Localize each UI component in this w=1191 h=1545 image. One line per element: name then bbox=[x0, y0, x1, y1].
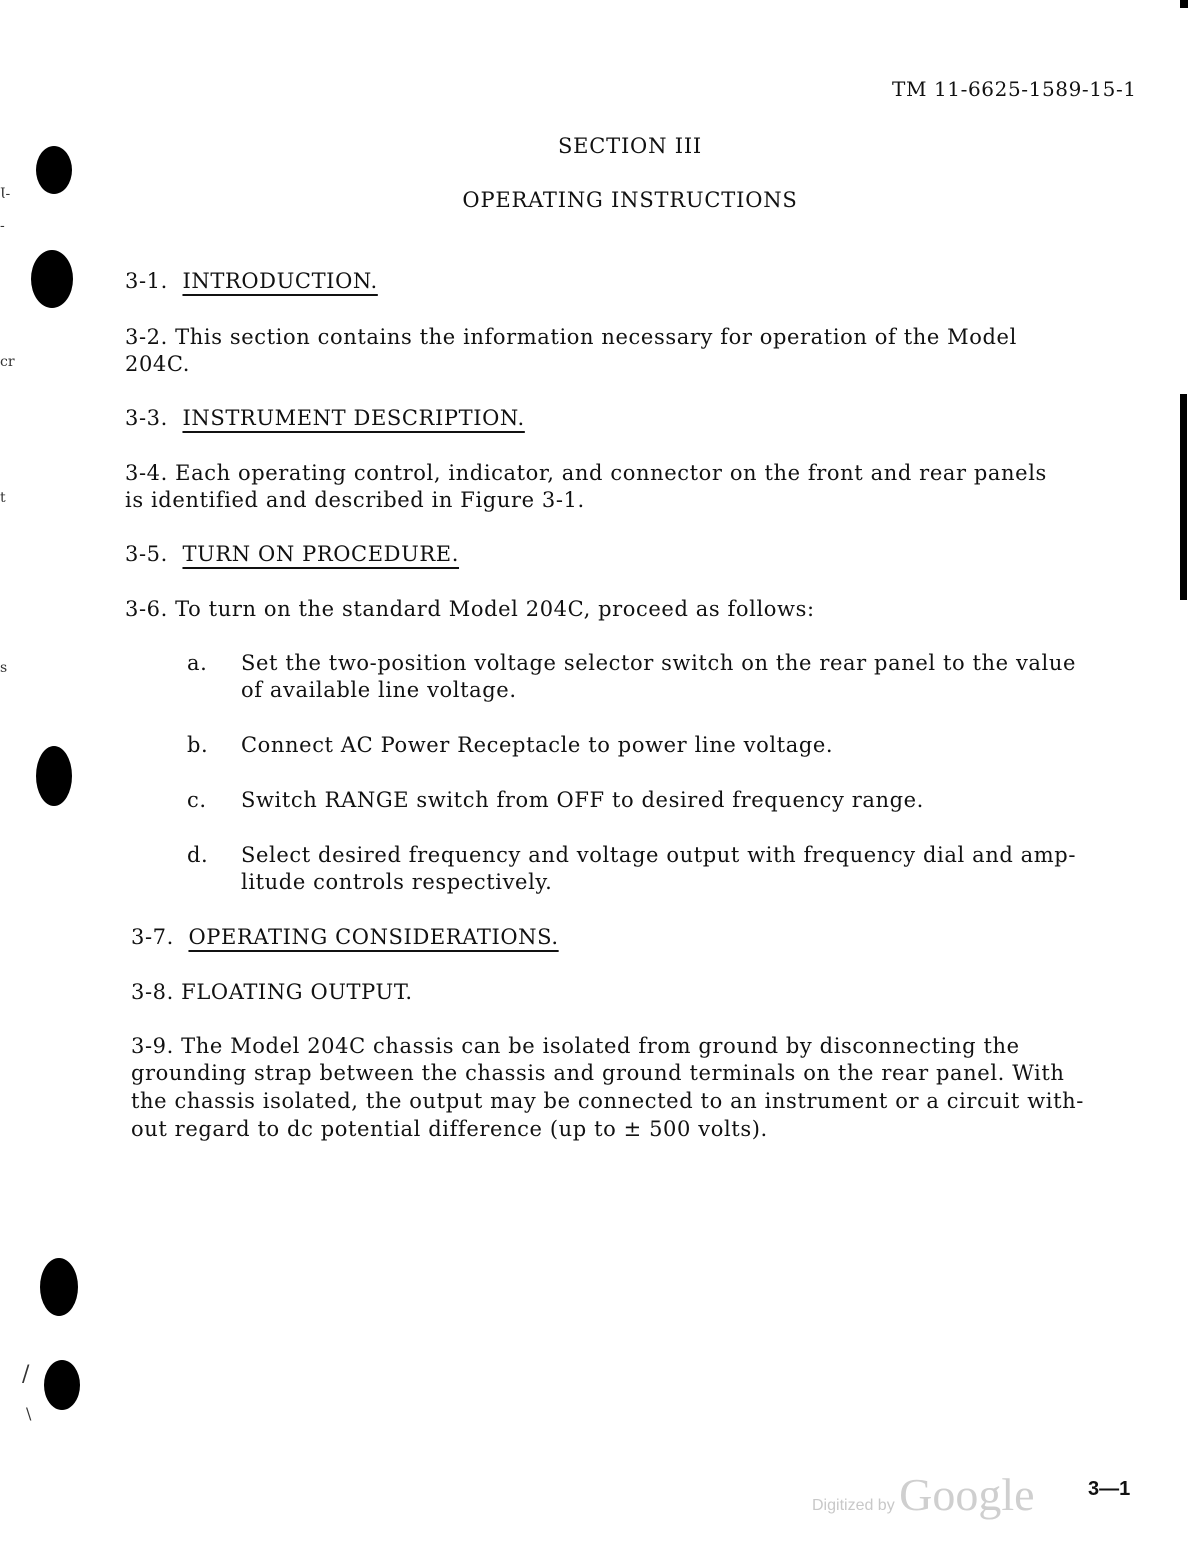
paragraph-3-2-line-1: 3-2. This section contains the information necessary for operation of the Model bbox=[125, 325, 1017, 349]
punch-hole bbox=[40, 1258, 78, 1316]
margin-fragment: \ bbox=[26, 1404, 32, 1423]
margin-fragment: - bbox=[0, 218, 5, 234]
margin-fragment: / bbox=[22, 1362, 30, 1387]
paragraph-3-6: 3-6. To turn on the standard Model 204C, proceed as follows: bbox=[125, 597, 815, 621]
margin-fragment: t bbox=[0, 490, 6, 506]
step-d-line-2: litude controls respectively. bbox=[241, 870, 553, 894]
paragraph-number: 3-7. bbox=[131, 925, 174, 949]
margin-fragment: cr bbox=[0, 354, 15, 370]
step-a-letter: a. bbox=[187, 651, 208, 675]
paragraph-3-7 bbox=[131, 924, 559, 951]
digitized-by-text: Digitized by bbox=[812, 1497, 895, 1514]
step-c-line-1: Switch RANGE switch from OFF to desired frequency range. bbox=[241, 788, 924, 812]
paragraph-3-9-line-2: grounding strap between the chassis and ground terminals on the rear panel. With bbox=[131, 1061, 1065, 1085]
section-title: OPERATING INSTRUCTIONS bbox=[462, 188, 798, 212]
margin-fragment: Ɩ- bbox=[0, 186, 11, 202]
punch-hole bbox=[31, 250, 73, 308]
punch-hole bbox=[44, 1360, 80, 1410]
paragraph-3-8: 3-8. FLOATING OUTPUT. bbox=[131, 980, 413, 1004]
step-a-line-1: Set the two-position voltage selector switch on the rear panel to the value bbox=[241, 651, 1077, 675]
paragraph-number: 3-3. bbox=[125, 406, 168, 430]
paragraph-3-9-line-1: 3-9. The Model 204C chassis can be isolated from ground by disconnecting the bbox=[131, 1034, 1020, 1058]
google-logo-text: Google bbox=[899, 1469, 1035, 1520]
scan-mark bbox=[1180, 0, 1188, 8]
document-number: TM 11-6625-1589-15-1 bbox=[892, 77, 1137, 101]
paragraph-3-4-line-2: is identified and described in Figure 3-1. bbox=[125, 488, 585, 512]
heading-instrument-description: INSTRUMENT DESCRIPTION. bbox=[182, 406, 525, 430]
step-b-line-1: Connect AC Power Receptacle to power line voltage. bbox=[241, 733, 834, 757]
paragraph-3-2-line-2: 204C. bbox=[125, 352, 191, 376]
paragraph-3-5 bbox=[125, 541, 459, 568]
step-c-letter: c. bbox=[187, 788, 207, 812]
step-d-line-1: Select desired frequency and voltage output with frequency dial and amp- bbox=[241, 843, 1077, 867]
paragraph-3-9-line-4: out regard to dc potential difference (up to ± 500 volts). bbox=[131, 1117, 768, 1141]
heading-introduction: INTRODUCTION. bbox=[182, 269, 378, 293]
step-b-letter: b. bbox=[187, 733, 209, 757]
punch-hole bbox=[36, 746, 72, 806]
heading-turn-on-procedure: TURN ON PROCEDURE. bbox=[182, 542, 460, 566]
paragraph-number: 3-5. bbox=[125, 542, 168, 566]
heading-operating-considerations: OPERATING CONSIDERATIONS. bbox=[188, 925, 559, 949]
section-number: SECTION III bbox=[557, 134, 703, 158]
punch-hole bbox=[36, 146, 72, 194]
paragraph-3-9-line-3: the chassis isolated, the output may be connected to an instrument or a circuit with- bbox=[131, 1089, 1084, 1113]
step-a-line-2: of available line voltage. bbox=[241, 678, 517, 702]
scan-mark bbox=[1180, 394, 1187, 600]
paragraph-3-1 bbox=[125, 268, 378, 295]
step-d-letter: d. bbox=[187, 843, 209, 867]
paragraph-number: 3-1. bbox=[125, 269, 168, 293]
digitized-by-watermark bbox=[812, 1468, 1035, 1521]
page-number: 3—1 bbox=[1088, 1478, 1131, 1500]
paragraph-3-4-line-1: 3-4. Each operating control, indicator, and connector on the front and rear panels bbox=[125, 461, 1047, 485]
paragraph-3-3 bbox=[125, 405, 525, 432]
margin-fragment: s bbox=[0, 660, 8, 676]
